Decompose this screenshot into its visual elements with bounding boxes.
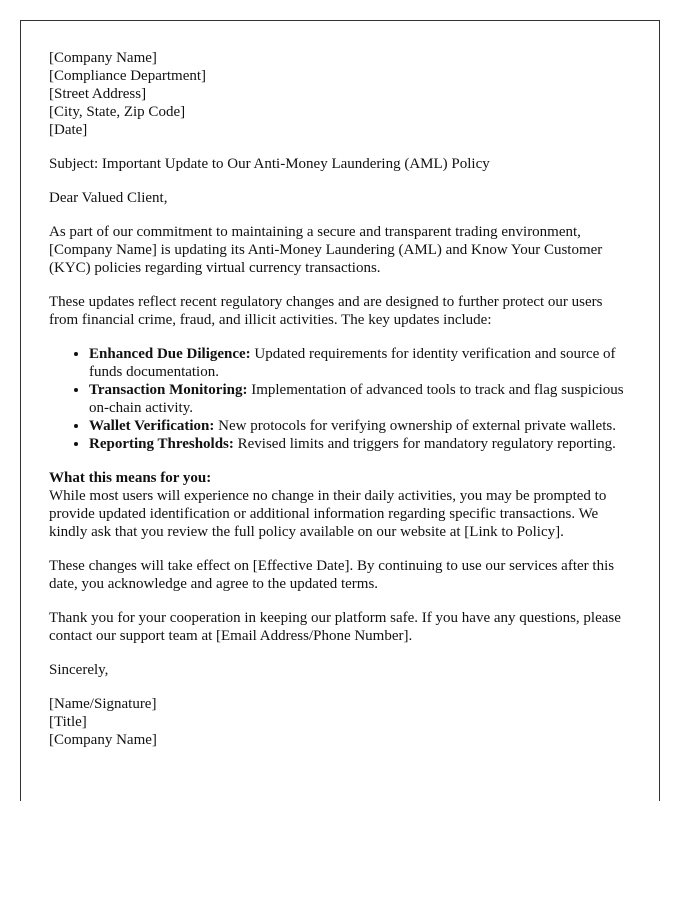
effective-date-paragraph: These changes will take effect on [Effective Date]. By continuing to use our services after this date, you acknowledge and agree to the updated terms. [49,558,615,592]
list-item [89,345,634,381]
sender-street: [Street Address] [49,86,147,102]
what-this-means-section [49,469,634,541]
letter-content [49,49,634,765]
signature-company: [Company Name] [49,732,157,748]
list-item [89,381,634,417]
signature-title: [Title] [49,714,87,730]
list-item [89,435,634,453]
what-this-means-heading: What this means for you: [49,470,212,486]
updates-intro-paragraph: These updates reflect recent regulatory changes and are designed to further protect our users from financial crime, fraud, and illicit activities. The key updates include: [49,294,603,328]
list-item-title: Wallet Verification: [89,418,215,434]
list-item-text: New protocols for verifying ownership of external private wallets. [214,418,616,434]
thanks-paragraph: Thank you for your cooperation in keeping our platform safe. If you have any questions, please contact our support team at [Email Address/Phone Number]. [49,610,621,644]
signature-name: [Name/Signature] [49,696,157,712]
what-this-means-text: While most users will experience no change in their daily activities, you may be prompted to provide updated identification or additional information regarding specific transactions. We kindly ask that you review the full policy available on our website at [Link to Policy]. [49,488,607,540]
list-item-title: Enhanced Due Diligence: [89,346,251,362]
intro-paragraph: As part of our commitment to maintaining a secure and transparent trading environment, [Company Name] is updating its Anti-Money Laundering (AML) and Know Your Customer (KYC) policies regarding virtual currency transactions. [49,224,603,276]
sender-address [49,49,634,139]
letter-page [20,20,660,801]
sender-department: [Compliance Department] [49,68,207,84]
sender-city-state-zip: [City, State, Zip Code] [49,104,186,120]
list-item-title: Reporting Thresholds: [89,436,234,452]
salutation: Dear Valued Client, [49,190,168,206]
signature-block [49,695,634,749]
list-item-text: Updated requirements for identity verification and source of funds documentation. [89,346,616,380]
list-item-text: Implementation of advanced tools to track and flag suspicious on-chain activity. [89,382,624,416]
list-item [89,417,634,435]
list-item-text: Revised limits and triggers for mandatory regulatory reporting. [233,436,616,452]
closing: Sincerely, [49,662,109,678]
sender-company-name: [Company Name] [49,50,157,66]
subject-line: Subject: Important Update to Our Anti-Money Laundering (AML) Policy [49,156,490,172]
key-updates-list [49,345,634,453]
letter-date: [Date] [49,122,88,138]
list-item-title: Transaction Monitoring: [89,382,248,398]
